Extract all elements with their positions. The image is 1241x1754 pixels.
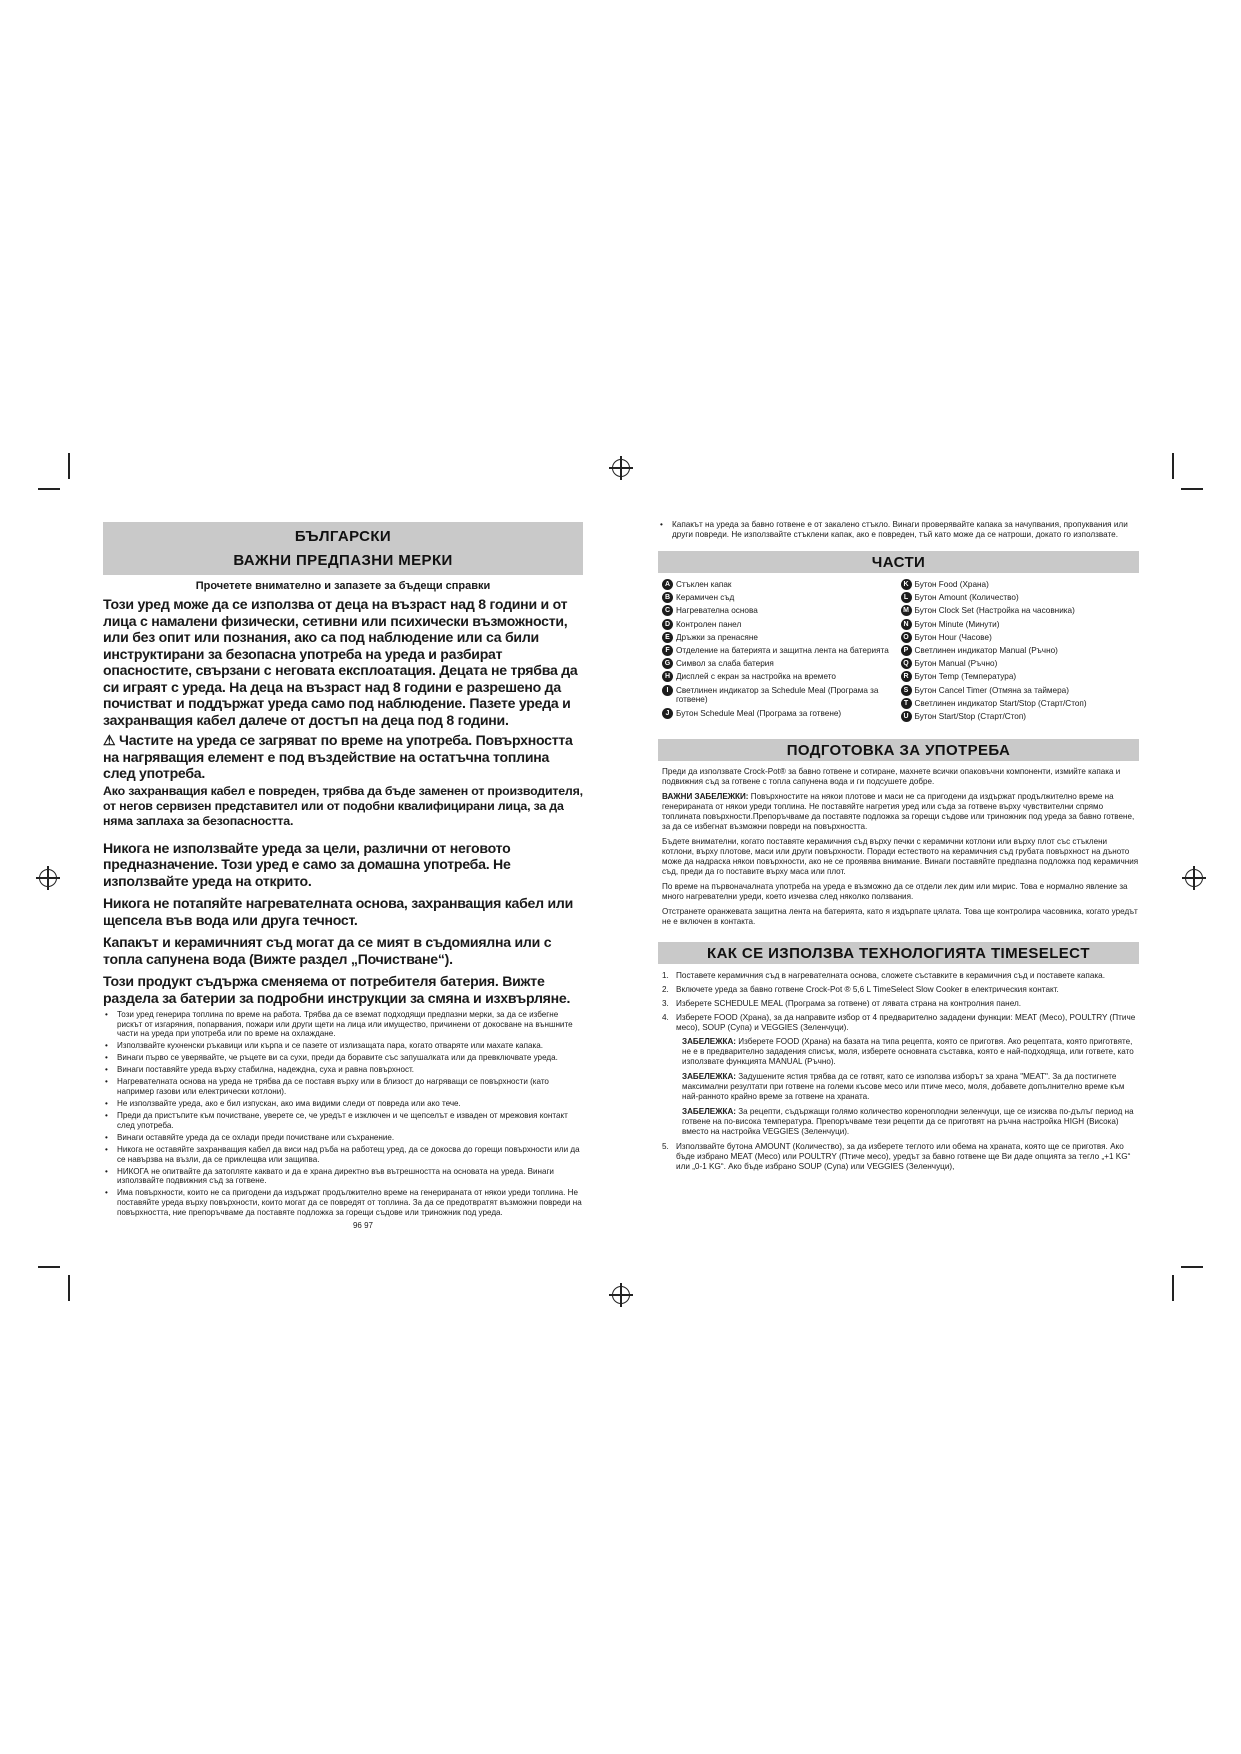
part-letter-badge: K	[901, 579, 912, 590]
list-item: 5. Използвайте бутона AMOUNT (Количество), за да изберете теглото или обема на храната, която ще се приготвя. Ако бъде избрано MEAT (Месо) или POULTRY (Птиче месо), уредът за бавно готвене ще Ви даде опцията за тегло „+1 KG“ или „0-1 KG“. Ако бъде избрано SOUP (Супа) или VEGGIES (Зеленчуци),	[662, 1142, 1131, 1172]
part-item	[901, 620, 1140, 630]
part-letter-badge: S	[901, 685, 912, 696]
list-item: 3. Изберете SCHEDULE MEAL (Програма за готвене) от лявата страна на контролния панел.	[662, 999, 1022, 1009]
note: ЗАБЕЛЕЖКА: За рецепти, съдържащи голямо количество кореноплодни зеленчуци, ще се изисква по-дълъг период на готвене на по-висока температура. Препоръчваме тези рецепти да се приготвят на ръчна настройка HIGH (Висока) вместо на настройка VEGGIES (Зеленчуци).	[682, 1107, 1134, 1137]
part-item	[901, 686, 1140, 696]
children-warning: Този уред може да се използва от деца на възраст над 8 години и от лица с намалени физически, сетивни или психически възможности, или без опит или познания, ако са под наблюдение или са били инструктирани за безопасна употреба на уреда и разбират опасностите, свързани с неговата експлоатация. Децата не трябва да си играят с уреда. На деца на възраст над 8 години е разрешено да почистват и поддържат уреда само под наблюдение. Пазете уреда и захранващия кабел далече от достъп на деца под 8 години.	[103, 596, 578, 728]
list-item: 1. Поставете керамичния съд в нагревателната основа, сложете съставките в керамичния съд и поставете капака.	[662, 971, 1105, 981]
parts-column-right	[901, 580, 1140, 725]
list-item: • Не използвайте уреда, ако е бил изпускан, ако има видими следи от повреда или ако тече.	[103, 1099, 583, 1109]
right-page	[658, 520, 1139, 1176]
part-item	[662, 606, 901, 616]
crop-mark	[68, 1275, 70, 1301]
prep-header: ПОДГОТОВКА ЗА УПОТРЕБА	[658, 739, 1139, 761]
part-item	[662, 646, 901, 656]
prep-note-text: Повърхностите на някои плотове и маси не са пригодени да издържат продължително време на генерираната от някои уреди топлина. Не поставяйте нагретия уред или съда за готвене върху чувствителни спрямо топлината повърхности.Препоръчваме да поставяте подложка за горещи съдове или триножник под уреда за бавно готвене, за да се избегнат възможни повреди на повърхността.	[662, 792, 1135, 832]
registration-mark-icon	[612, 459, 630, 477]
part-label: Светлинен индикатор за Schedule Meal (Програма за готвене)	[676, 685, 879, 705]
immersion-warning: Никога не потапяйте нагревателната основа, захранващия кабел или щепсела във вода или друга течност.	[103, 895, 574, 928]
part-item	[662, 593, 901, 603]
part-letter-badge: G	[662, 658, 673, 669]
part-label: Бутон Temp (Температура)	[914, 672, 1017, 682]
list-item: • Този уред генерира топлина по време на работа. Трябва да се вземат подходящи предпазни мерки, за да се избегне рискът от изгаряния, попарвания, пожари или други щети на лица или имущество, причинени от докосване на външните части на уреда при употреба или по време на охлаждане.	[103, 1010, 583, 1039]
part-item	[901, 672, 1140, 682]
note: ЗАБЕЛЕЖКА: Задушените ястия трябва да се готвят, като се използва изборът за храна "MEAT". За да постигнете максимални резултати при готвене на големи късове месо или птиче месо, моля, добавете допълнително време към най-ранното крайно време за готвене на храната.	[682, 1072, 1125, 1102]
part-letter-badge: N	[901, 619, 912, 630]
list-item: • Има повърхности, които не са пригодени да издържат продължително време на генерираната от някои уреди топлина. Не поставяйте уреда върху повърхности, които могат да се повредят от топлина. За да се предотвратят възможни повреди на повърхността, ние препоръчваме да поставяте подложка за горещи съдове или триножник под уреда.	[103, 1188, 583, 1217]
part-item	[662, 659, 901, 669]
part-label: Дръжки за пренасяне	[676, 632, 758, 642]
part-letter-badge: D	[662, 619, 673, 630]
part-item	[901, 646, 1140, 656]
crop-mark	[1172, 1275, 1174, 1301]
crop-mark	[1181, 488, 1203, 490]
timeselect-steps-continued	[662, 1142, 1139, 1172]
list-item: • Винаги оставяйте уреда да се охлади преди почистване или съхранение.	[103, 1133, 583, 1143]
prep-intro: Преди да използвате Crock-Pot® за бавно готвене и сотиране, махнете всички опаковъчни компоненти, измийте капака и подвижния съд за готвене с топла сапунена вода и ги подсушете добре.	[662, 767, 1121, 787]
part-item	[662, 672, 901, 682]
part-item	[662, 709, 901, 719]
part-letter-badge: Q	[901, 658, 912, 669]
timeselect-steps	[662, 971, 1139, 1033]
list-item: • Нагревателната основа на уреда не трябва да се поставя върху или в близост до нагряващи се повърхности (като например газови или електрически котлони).	[103, 1077, 583, 1096]
part-label: Бутон Minute (Минути)	[914, 619, 1000, 629]
part-item	[901, 606, 1140, 616]
left-page	[103, 522, 583, 1230]
part-item	[901, 633, 1140, 643]
intended-use-warning: Никога не използвайте уреда за цели, различни от неговото предназначение. Този уред е само за домашна употреба. Не използвайте уреда на открито.	[103, 839, 511, 889]
prep-ceramic-note: Бъдете внимателни, когато поставяте керамичния съд върху печки с керамични котлони или върху плот със стъклени котлони, върху плотове, маси или други повърхности. Поради естеството на керамичния съд грубата повърхност на дъното може да надраска някои повърхности, ако не се проявява внимание. Винаги поставяйте предпазна подложка под керамичния съд, преди да го поставите върху маса или плот.	[662, 837, 1139, 877]
part-label: Бутон Cancel Timer (Отмяна за таймера)	[914, 685, 1069, 695]
part-label: Бутон Start/Stop (Старт/Стоп)	[914, 711, 1027, 721]
part-item	[662, 686, 901, 706]
list-item: 2. Включете уреда за бавно готвене Crock-Pot ® 5,6 L TimeSelect Slow Cooker в електрическия контакт.	[662, 985, 1059, 995]
part-letter-badge: E	[662, 632, 673, 643]
part-label: Нагревателна основа	[676, 606, 758, 616]
part-item	[901, 659, 1140, 669]
language-header	[103, 522, 583, 575]
part-item	[662, 633, 901, 643]
part-letter-badge: R	[901, 671, 912, 682]
list-item: • НИКОГА не опитвайте да затопляте каквато и да е храна директно във вътрешността на основата на уреда. Винаги използвайте подвижния съд за готвене.	[103, 1167, 583, 1186]
language-title: БЪЛГАРСКИ	[294, 528, 392, 545]
part-letter-badge: I	[662, 685, 673, 696]
part-label: Отделение на батерията и защитна лента на батерията	[676, 645, 889, 655]
part-label: Бутон Food (Храна)	[914, 580, 989, 589]
part-letter-badge: B	[662, 592, 673, 603]
crop-mark	[38, 1266, 60, 1268]
part-letter-badge: C	[662, 605, 673, 616]
part-item	[901, 580, 1140, 590]
prep-battery-note: Отстранете оранжевата защитна лента на батерията, като я издърпате цялата. Това ще контролира часовника, когато уредът не е включен в контакта.	[662, 907, 1138, 927]
timeselect-header: КАК СЕ ИЗПОЛЗВА ТЕХНОЛОГИЯТА TIMESELECT	[658, 942, 1139, 964]
part-letter-badge: L	[901, 592, 912, 603]
part-label: Бутон Amount (Количество)	[914, 593, 1019, 603]
battery-note: Този продукт съдържа сменяема от потребителя батерия. Вижте раздела за батерии за подробни инструкции за смяна и изхвърляне.	[103, 973, 571, 1006]
part-letter-badge: P	[901, 645, 912, 656]
page-numbers: 96 97	[352, 1221, 374, 1231]
crop-mark	[68, 453, 70, 479]
part-letter-badge: A	[662, 579, 673, 590]
part-letter-badge: F	[662, 645, 673, 656]
prep-smoke-note: По време на първоначалната употреба на уреда е възможно да се отдели лек дим или мирис. Това е нормално явление за много нагревателни уреди, което изчезва след няколко ползвания.	[662, 882, 1128, 902]
crop-mark	[1181, 1266, 1203, 1268]
part-letter-badge: H	[662, 671, 673, 682]
crop-mark	[1172, 453, 1174, 479]
part-label: Контролен панел	[676, 619, 742, 629]
crop-mark	[38, 488, 60, 490]
parts-list	[662, 580, 1139, 725]
part-letter-badge: T	[901, 698, 912, 709]
part-label: Стъклен капак	[676, 580, 732, 589]
note: ЗАБЕЛЕЖКА: Изберете FOOD (Храна) на базата на типа рецепта, която се приготвя. Ако рецептата, която приготвяте, не е в предварително зададения списък, моля, изберете основната съставка, която е най-подходяща, или гответе, като използвате функцията MANUAL (Ръчно).	[682, 1037, 1134, 1067]
part-letter-badge: U	[901, 711, 912, 722]
list-item: • Използвайте кухненски ръкавици или кърпа и се пазете от излизащата пара, когато отваряте или махате капака.	[103, 1041, 583, 1051]
part-label: Светлинен индикатор Manual (Ръчно)	[914, 645, 1058, 655]
read-notice: Прочетете внимателно и запазете за бъдещи справки	[195, 580, 491, 592]
safety-bullets	[103, 1010, 583, 1217]
registration-mark-icon	[612, 1286, 630, 1304]
part-label: Бутон Manual (Ръчно)	[914, 659, 998, 669]
parts-header: ЧАСТИ	[658, 551, 1139, 573]
part-item	[901, 699, 1140, 709]
part-letter-badge: M	[901, 605, 912, 616]
safety-title: ВАЖНИ ПРЕДПАЗНИ МЕРКИ	[233, 552, 453, 569]
part-item	[901, 593, 1140, 603]
list-item: • Винаги първо се уверявайте, че ръцете ви са сухи, преди да боравите със запушалката или да превключвате уреда.	[103, 1053, 583, 1063]
cord-warning: Ако захранващия кабел е повреден, трябва да бъде заменен от производителя, от негов сервизен представител или от подобни квалифицирани лица, за да няма заплаха за безопасността.	[103, 783, 583, 828]
registration-mark-icon	[39, 869, 57, 887]
part-label: Дисплей с екран за настройка на времето	[676, 672, 836, 682]
parts-column-left	[662, 580, 901, 725]
part-label: Символ за слаба батерия	[676, 659, 774, 669]
dishwasher-note: Капакът и керамичният съд могат да се мият в съдомиялна или с топла сапунена вода (Вижте раздел „Почистване“).	[103, 934, 552, 967]
list-item: 4. Изберете FOOD (Храна), за да направите избор от 4 предварително зададени функции: MEAT (Месо), POULTRY (Птиче месо), SOUP (Супа) и VEGGIES (Зеленчуци).	[662, 1013, 1136, 1033]
part-item	[662, 580, 901, 590]
part-label: Бутон Schedule Meal (Програма за готвене)	[676, 708, 842, 718]
prep-important-notes	[662, 792, 1139, 832]
part-label: Светлинен индикатор Start/Stop (Старт/Стоп)	[914, 698, 1087, 708]
part-label: Бутон Hour (Часове)	[914, 632, 992, 642]
registration-mark-icon	[1185, 869, 1203, 887]
prep-note-label: ВАЖНИ ЗАБЕЛЕЖКИ:	[662, 792, 749, 802]
lid-bullet: • Капакът на уреда за бавно готвене е от закалено стъкло. Винаги проверявайте капака за начупвания, пропуквания или други повреди. Не използвайте стъклени капак, ако е повреден, тъй като може да се натроши, докато го използвате.	[658, 520, 1139, 540]
list-item: • Никога не оставяйте захранващия кабел да виси над ръба на работещ уред, да се докосва до горещи повърхности или да се навързва на възли, да се приклещва или защипва.	[103, 1145, 583, 1164]
part-label: Керамичен съд	[676, 593, 735, 603]
part-letter-badge: J	[662, 708, 673, 719]
part-item	[901, 712, 1140, 722]
list-item: • Винаги поставяйте уреда върху стабилна, надеждна, суха и равна повърхност.	[103, 1065, 583, 1075]
hot-parts-warning: ⚠ Частите на уреда се загряват по време на употреба. Повърхността на нагряващия елемент е под въздействие на остатъчна топлина след употреба.	[103, 732, 573, 781]
part-label: Бутон Clock Set (Настройка на часовника)	[914, 606, 1075, 616]
part-item	[662, 620, 901, 630]
part-letter-badge: O	[901, 632, 912, 643]
list-item: • Преди да пристъпите към почистване, уверете се, че уредът е изключен и че щепселът е изваден от мрежовия контакт след употреба.	[103, 1111, 583, 1130]
